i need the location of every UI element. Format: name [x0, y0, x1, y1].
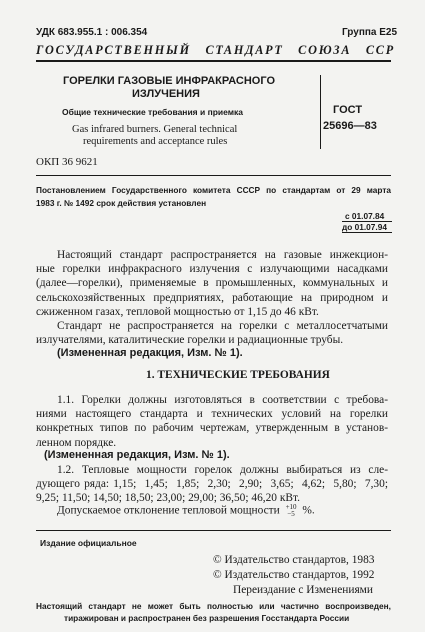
copyright-icon: ©	[213, 569, 222, 581]
decree-to-date: до 01.07.94	[342, 222, 387, 232]
clause-1-1	[36, 393, 388, 450]
text-line: Стандарт не распространяется на горелки с металлосетчатыми	[57, 320, 388, 332]
official-edition: Издание официальное	[40, 538, 137, 548]
amendment-note-1: (Измененная редакция, Изм. № 1).	[57, 347, 243, 359]
title-ru-subtitle: Общие технические требования и приемка	[62, 107, 244, 117]
amendment-note-2: (Измененная редакция, Изм. № 1).	[44, 449, 230, 461]
text-line: дующего ряда: 1,15; 1,45; 1,85; 2,30; 2,90; 3,65; 4,62; 5,80; 7,30;	[36, 478, 388, 491]
gost-number: 25696—83	[323, 120, 377, 132]
clause-1-2	[36, 463, 388, 506]
text-line: ленном порядке.	[36, 436, 117, 449]
header-rule	[36, 60, 391, 62]
group-code: Группа Е25	[342, 27, 398, 38]
text-line: 9,25; 11,50; 14,50; 18,50; 23,00; 29,00; 36,50; 46,20 кВт.	[36, 492, 300, 505]
text-line: 1.2. Тепловые мощности горелок должны выбираться из сле-	[57, 464, 388, 476]
text-line: (далее—горелки), применяемые в промышленных, коммунальных и	[36, 277, 388, 290]
standard-banner: ГОСУДАРСТВЕННЫЙ СТАНДАРТ СОЮЗА ССР	[36, 43, 395, 57]
tolerance-plus: +10	[285, 503, 297, 511]
decree-date-rule1	[342, 221, 392, 222]
decree-line1: Постановлением Государственного комитета СССР по стандартам от 29 марта	[36, 185, 391, 195]
udk-code: УДК 683.955.1 : 006.354	[36, 27, 148, 38]
gost-label: ГОСТ	[333, 104, 363, 116]
tolerance-range	[286, 504, 297, 518]
copyright-notice-line1: Настоящий стандарт не может быть полностью или частично воспроизведен,	[36, 601, 391, 611]
decree-from-date: с 01.07.84	[345, 211, 385, 221]
tolerance-unit: %.	[302, 504, 315, 517]
section-heading: 1. ТЕХНИЧЕСКИЕ ТРЕБОВАНИЯ	[146, 369, 330, 381]
tolerance-minus: −5	[287, 510, 295, 518]
title-en-line1: Gas infrared burners. General technical	[72, 124, 238, 135]
text-line: излучателями, каталитические горелки и радиационные трубы.	[36, 334, 344, 347]
reprint-note: Переиздание с Изменениями	[233, 584, 373, 596]
intro-paragraph	[36, 248, 388, 319]
decree-date-rule2	[342, 232, 392, 233]
text-line: ные горелки инфракрасного излучения с излучающими насадками	[36, 263, 388, 276]
text-line: конкретных типов по рабочим чертежам, утвержденным в установ-	[36, 422, 388, 435]
title-en-line2: requirements and acceptance rules	[83, 136, 228, 147]
copyright-text-2: Издательство стандартов, 1992	[224, 569, 375, 581]
footer-rule	[36, 530, 391, 531]
copyright-notice-line2: тиражирован и распространен без разрешения Госстандарта России	[64, 613, 350, 623]
copyright-icon: ©	[213, 554, 222, 566]
title-divider	[320, 75, 321, 149]
text-line: сжиженном газах, тепловой мощностью от 1,15 до 46 кВт.	[36, 305, 319, 318]
okp-code: ОКП 36 9621	[36, 156, 98, 168]
text-line: 1.1. Горелки должны изготовляться в соответствии с требова-	[57, 394, 388, 406]
copyright-text-1: Издательство стандартов, 1983	[224, 554, 375, 566]
okp-rule	[36, 175, 391, 176]
tolerance-text: Допускаемое отклонение тепловой мощности	[57, 504, 280, 517]
text-line: сельскохозяйственных предприятиях, работающие на природном и	[36, 291, 388, 304]
decree-line2: 1983 г. № 1492 срок действия установлен	[36, 198, 207, 208]
copyright-line-1	[213, 554, 374, 566]
tolerance-line	[57, 504, 315, 518]
title-ru-line2: ИЗЛУЧЕНИЯ	[132, 88, 200, 100]
title-ru-line1: ГОРЕЛКИ ГАЗОВЫЕ ИНФРАКРАСНОГО	[63, 75, 276, 87]
exclusion-paragraph	[36, 319, 388, 347]
copyright-line-2	[213, 569, 374, 581]
text-line: Настоящий стандарт распространяется на газовые инжекцион-	[57, 249, 388, 261]
text-line: ниями настоящего стандарта и технических условий на горелки	[36, 408, 388, 421]
